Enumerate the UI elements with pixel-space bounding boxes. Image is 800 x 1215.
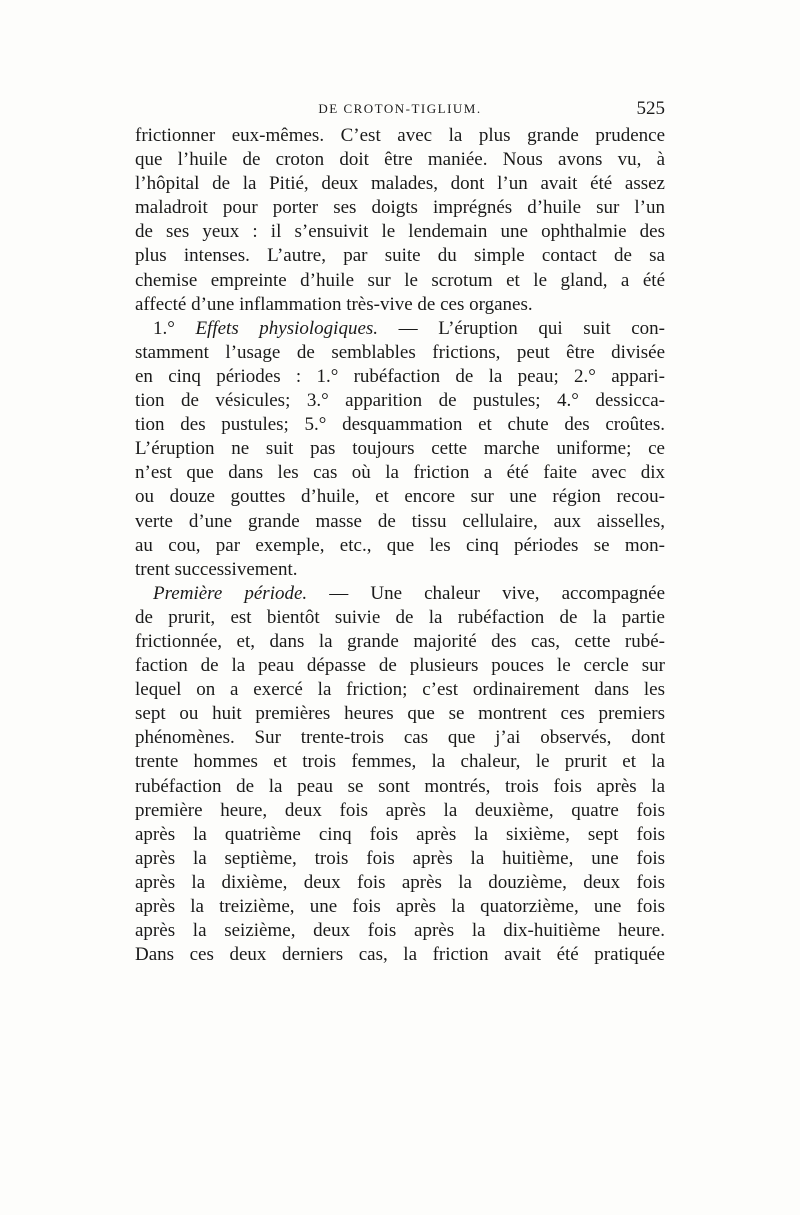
text-line: après la quatrième cinq fois après la sixième, sept fois xyxy=(135,823,665,845)
text-line: rubéfaction de la peau se sont montrés, trois fois après la xyxy=(135,775,665,797)
text-line: L’éruption ne suit pas toujours cette marche uniforme; ce xyxy=(135,438,665,460)
text-line: de ses yeux : il s’ensuivit le lendemain une ophthalmie des xyxy=(135,221,665,243)
text-line: lequel on a exercé la friction; c’est ordinairement dans les xyxy=(135,679,665,701)
text-line: plus intenses. L’autre, par suite du simple contact de sa xyxy=(135,245,665,267)
text-line: après la septième, trois fois après la huitième, une fois xyxy=(135,847,665,869)
text-line: au cou, par exemple, etc., que les cinq périodes se mon- xyxy=(135,534,665,556)
text-line: frictionnée, et, dans la grande majorité des cas, cette rubé- xyxy=(135,630,665,652)
text-line: frictionner eux-mêmes. C’est avec la plus grande prudence xyxy=(135,125,665,146)
text-line: trent successivement. xyxy=(135,558,298,580)
text-line: trente hommes et trois femmes, la chaleur, le prurit et la xyxy=(135,751,665,773)
text-line: après la treizième, une fois après la quatorzième, une fois xyxy=(135,896,665,917)
text-line: phénomènes. Sur trente-trois cas que j’ai observés, dont xyxy=(135,727,665,749)
subsection-heading-line xyxy=(135,582,665,606)
section-number: 1.° xyxy=(153,317,196,339)
body-text xyxy=(135,124,665,967)
text-line: après la seizième, deux fois après la dix-huitième heure. xyxy=(135,920,665,942)
text-line: sept ou huit premières heures que se montrent ces premiers xyxy=(135,703,665,725)
running-head xyxy=(135,96,665,122)
text-line: ou douze gouttes d’huile, et encore sur une région recou- xyxy=(135,486,665,508)
subsection-heading-tail: — Une chaleur vive, accompagnée xyxy=(307,582,666,604)
text-line: maladroit pour porter ses doigts imprégnés d’huile sur l’un xyxy=(135,197,665,219)
section-heading-line xyxy=(135,317,665,341)
text-line: tion des pustules; 5.° desquammation et chute des croûtes. xyxy=(135,414,665,436)
text-line: après la dixième, deux fois après la douzième, deux fois xyxy=(135,871,665,893)
text-line: de prurit, est bientôt suivie de la rubéfaction de la partie xyxy=(135,606,665,628)
text-line: que l’huile de croton doit être maniée. Nous avons vu, à xyxy=(135,149,665,171)
running-title: DE CROTON-TIGLIUM. xyxy=(318,101,482,116)
text-line: l’hôpital de la Pitié, deux malades, dont l’un avait été assez xyxy=(135,173,665,195)
text-line: première heure, deux fois après la deuxième, quatre fois xyxy=(135,799,665,821)
page-number: 525 xyxy=(636,98,665,119)
text-line: en cinq périodes : 1.° rubéfaction de la peau; 2.° appari- xyxy=(135,365,665,387)
text-line: tion de vésicules; 3.° apparition de pustules; 4.° dessicca- xyxy=(135,390,665,412)
text-line: n’est que dans les cas où la friction a été faite avec dix xyxy=(135,462,665,484)
text-line: chemise empreinte d’huile sur le scrotum et le gland, a été xyxy=(135,269,665,291)
subsection-heading: Première période. xyxy=(153,582,308,604)
section-heading-tail: — L’éruption qui suit con- xyxy=(378,317,665,339)
text-line: affecté d’une inflammation très-vive de ces organes. xyxy=(135,293,533,315)
section-heading: Effets physiologiques. xyxy=(195,317,379,339)
text-line: faction de la peau dépasse de plusieurs pouces le cercle sur xyxy=(135,655,665,677)
text-line: stamment l’usage de semblables frictions, peut être divisée xyxy=(135,341,665,363)
text-line: verte d’une grande masse de tissu cellulaire, aux aisselles, xyxy=(135,510,665,532)
text-line: Dans ces deux derniers cas, la friction avait été pratiquée xyxy=(135,944,665,966)
